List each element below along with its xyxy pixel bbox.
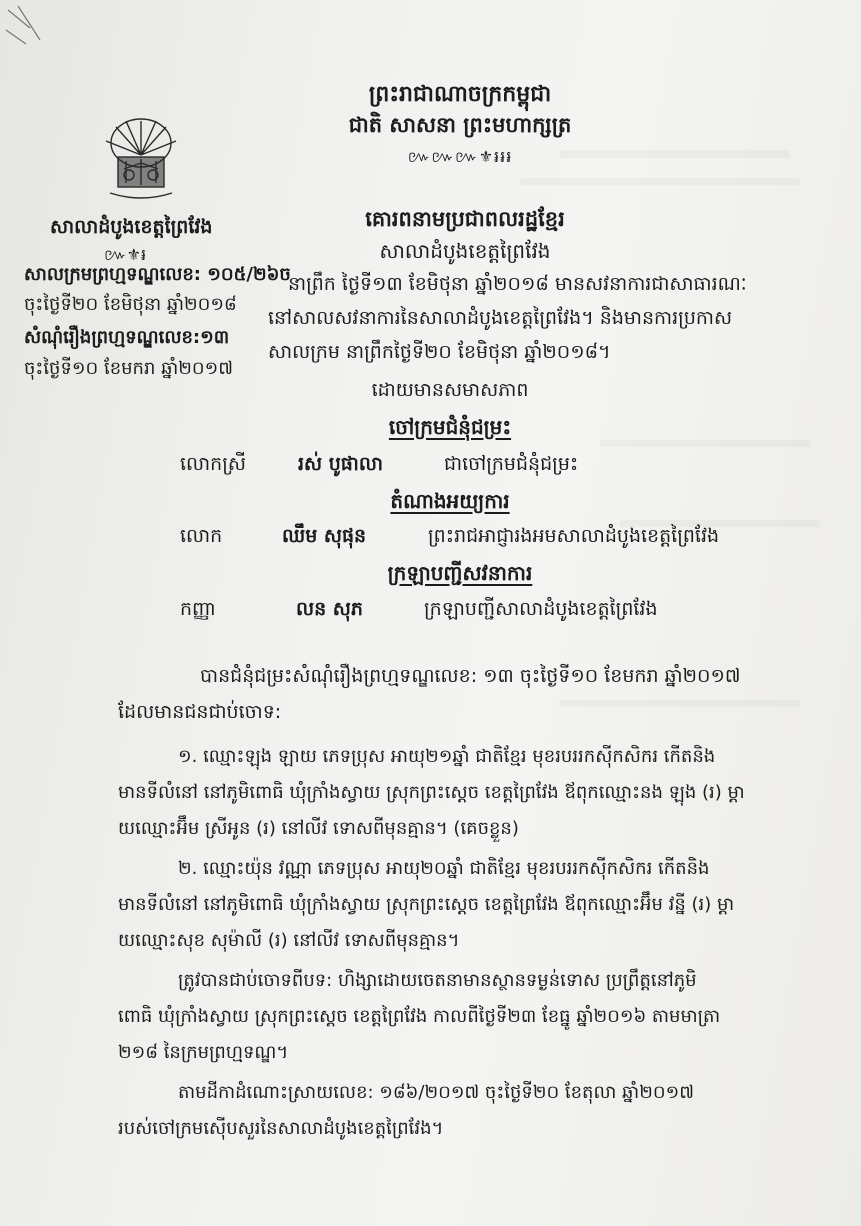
hearing-line-1: នាព្រឹក ថ្ងៃទី១៣ ខែមិថុនា ឆ្នាំ២០១៨ មានសវនាការជាសាធារណៈ xyxy=(288,273,747,295)
hearing-line-3: សាលក្រម នាព្រឹកថ្ងៃទី២០ ខែមិថុនា ឆ្នាំ២០១៨។ xyxy=(268,341,611,363)
accused-2-line-3: យឈ្មោះសុខ សុម៉ាលី (រ) នៅលីវ ទោសពីមុនគ្មាន។ xyxy=(118,930,460,951)
judgment-date: ចុះថ្ងៃទី២០ ខែមិថុនា ឆ្នាំ២០១៨ xyxy=(24,294,237,315)
court-ornament: ៚⚜៛ xyxy=(103,245,147,264)
prosecutor-name: ឈឹម សុផុន xyxy=(282,525,367,547)
judge-role: ជាចៅក្រមជំនុំជម្រះ xyxy=(444,453,579,475)
kingdom-heading: ព្រះរាជាណាចក្រកម្ពុជា xyxy=(368,82,552,107)
accused-1-line-3: យឈ្មោះអ៊ឹម ស្រីអូន (រ) នៅលីវ ទោសពីមុនគ្មាន។ (គេចខ្លួន) xyxy=(118,818,519,839)
court-emblem-icon xyxy=(96,113,186,205)
charge-line-1: ត្រូវបានជាប់ចោទពីបទ: ហិង្សាដោយចេតនាមានស្ថានទម្ងន់ទោស ប្រព្រឹត្តនៅភូមិ xyxy=(178,970,697,991)
intro-line-2: ដែលមានជនជាប់ចោទ: xyxy=(118,701,282,723)
case-file-number: សំណុំរឿងព្រហ្មទណ្ឌលេខ:១៣ xyxy=(24,327,230,348)
hearing-line-2: នៅសាលសវនាការនៃសាលាដំបូងខេត្តព្រៃវែង។ និងមានការប្រកាស xyxy=(268,307,733,329)
order-line-1: តាមដីកាដំណោះស្រាយលេខ: ១៨៦/២០១៧ ចុះថ្ងៃទី២០ ខែតុលា ឆ្នាំ២០១៧ xyxy=(178,1082,694,1103)
charge-line-2: ពោធិ ឃុំក្រាំងស្វាយ ស្រុកព្រះស្ដេច ខេត្តព្រៃវែង កាលពីថ្ងៃទី២៣ ខែធ្នូ ឆ្នាំ២០១៦ តាមមាត្រា xyxy=(118,1006,721,1027)
judgment-number: សាលក្រមព្រហ្មទណ្ឌលេខ: ១០៥/២៦ច xyxy=(24,264,291,285)
judge-title: លោកស្រី xyxy=(180,453,246,475)
charge-line-3: ២១៨ នៃក្រមព្រហ្មទណ្ឌ។ xyxy=(118,1042,289,1063)
prosecutor-heading: តំណាងអយ្យការ xyxy=(390,489,510,513)
prosecutor-role: ព្រះរាជអាជ្ញារងអមសាលាដំបូងខេត្តព្រៃវែង xyxy=(428,525,720,547)
national-motto: ជាតិ សាសនា ព្រះមហាក្សត្រ xyxy=(348,113,572,137)
accused-2-line-2: មានទីលំនៅ នៅភូមិពោធិ ឃុំក្រាំងស្វាយ ស្រុកព្រះស្ដេច ខេត្តព្រៃវែង ឪពុកឈ្មោះអ៊ឹម វន្នី (រ) ម្ដា xyxy=(118,894,735,915)
accused-1-line-1: ១. ឈ្មោះឡុង ឡាយ ភេទប្រុស អាយុ២១ឆ្នាំ ជាតិខ្មែរ មុខរបររកស៊ីកសិករ កើតនិង xyxy=(178,746,716,767)
pen-mark-scribble xyxy=(0,0,90,60)
court-title: សាលាដំបូងខេត្តព្រៃវែង xyxy=(379,239,551,263)
clerk-heading: ក្រឡាបញ្ជីសវនាការ xyxy=(387,561,533,585)
accused-2-line-1: ២. ឈ្មោះយ៉ុន វណ្ណា ភេទប្រុស អាយុ២០ឆ្នាំ ជាតិខ្មែរ មុខរបររកស៊ីកសិករ កើតនិង xyxy=(178,858,710,879)
order-line-2: របស់ចៅក្រមស៊ើបសួរនៃសាលាដំបូងខេត្តព្រៃវែង។ xyxy=(118,1118,444,1139)
judge-heading: ចៅក្រមជំនុំជម្រះ xyxy=(388,415,512,439)
prosecutor-title: លោក xyxy=(180,525,223,547)
clerk-title: កញ្ញា xyxy=(180,598,216,620)
clerk-name: លន សុភ xyxy=(296,598,363,620)
case-file-date: ចុះថ្ងៃទី១០ ខែមករា ឆ្នាំ២០១៧ xyxy=(24,358,234,379)
intro-line-1: បានជំនុំជម្រះសំណុំរឿងព្រហ្មទណ្ឌលេខ: ១៣ ចុះថ្ងៃទី១០ ខែមករា ឆ្នាំ២០១៧ xyxy=(200,665,741,687)
court-name-left: សាលាដំបូងខេត្តព្រៃវែង xyxy=(50,216,213,238)
header-ornament: ៚៚៚⚜៛៛៛ xyxy=(407,147,513,166)
judge-name: រស់ បូផាលា xyxy=(298,453,384,475)
composition-heading: ដោយមានសមាសភាព xyxy=(371,379,529,401)
clerk-role: ក្រឡាបញ្ជីសាលាដំបូងខេត្តព្រៃវែង xyxy=(424,598,658,620)
accused-1-line-2: មានទីលំនៅ នៅភូមិពោធិ ឃុំក្រាំងស្វាយ ស្រុកព្រះស្ដេច ខេត្តព្រៃវែង ឪពុកឈ្មោះនង ឡុង (រ) ម្ដា xyxy=(118,782,745,803)
in-name-of-people: គោរពនាមប្រជាពលរដ្ឋខ្មែរ xyxy=(365,207,565,231)
